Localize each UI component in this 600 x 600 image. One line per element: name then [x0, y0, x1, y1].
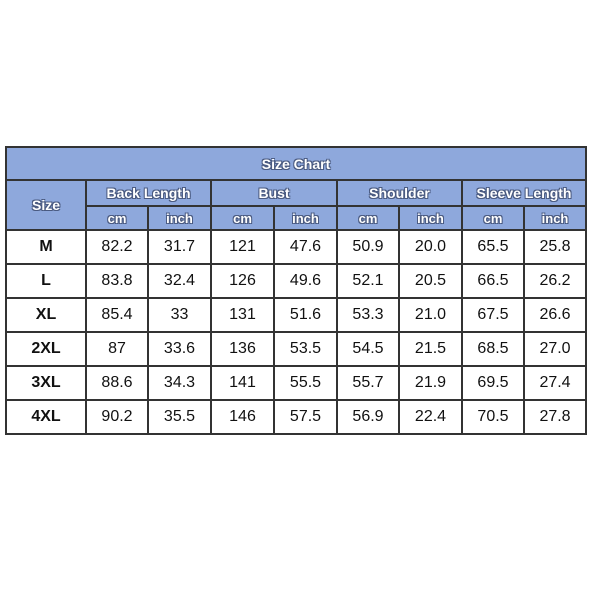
table-row: [6, 230, 586, 264]
measurement-cell: 27.4: [524, 366, 586, 400]
measurement-cell: 33: [148, 298, 211, 332]
group-header-row: [6, 180, 586, 206]
size-label: M: [6, 230, 86, 264]
measurement-cell: 66.5: [462, 264, 524, 298]
measurement-cell: 27.8: [524, 400, 586, 434]
measurement-cell: 35.5: [148, 400, 211, 434]
measurement-cell: 70.5: [462, 400, 524, 434]
measurement-cell: 20.0: [399, 230, 462, 264]
measurement-cell: 65.5: [462, 230, 524, 264]
measurement-cell: 83.8: [86, 264, 148, 298]
unit-header-row: [6, 206, 586, 230]
size-label: 2XL: [6, 332, 86, 366]
measurement-cell: 26.6: [524, 298, 586, 332]
measurement-cell: 146: [211, 400, 274, 434]
measurement-cell: 131: [211, 298, 274, 332]
measurement-cell: 34.3: [148, 366, 211, 400]
table-row: [6, 332, 586, 366]
size-label: XL: [6, 298, 86, 332]
measurement-cell: 53.5: [274, 332, 337, 366]
group-header-sleeve-length: Sleeve Length: [462, 180, 586, 206]
measurement-cell: 90.2: [86, 400, 148, 434]
measurement-cell: 87: [86, 332, 148, 366]
size-label: 4XL: [6, 400, 86, 434]
measurement-cell: 25.8: [524, 230, 586, 264]
table-row: [6, 366, 586, 400]
unit-header: inch: [524, 206, 586, 230]
unit-header: cm: [462, 206, 524, 230]
title-row: [6, 147, 586, 180]
unit-header: cm: [86, 206, 148, 230]
chart-title: Size Chart: [6, 147, 586, 180]
table-row: [6, 400, 586, 434]
measurement-cell: 32.4: [148, 264, 211, 298]
measurement-cell: 68.5: [462, 332, 524, 366]
measurement-cell: 85.4: [86, 298, 148, 332]
measurement-cell: 67.5: [462, 298, 524, 332]
group-header-bust: Bust: [211, 180, 337, 206]
measurement-cell: 55.7: [337, 366, 399, 400]
size-label: L: [6, 264, 86, 298]
measurement-cell: 47.6: [274, 230, 337, 264]
group-header-shoulder: Shoulder: [337, 180, 462, 206]
measurement-cell: 54.5: [337, 332, 399, 366]
size-label: 3XL: [6, 366, 86, 400]
measurement-cell: 33.6: [148, 332, 211, 366]
size-chart-table: [5, 146, 587, 435]
measurement-cell: 69.5: [462, 366, 524, 400]
measurement-cell: 53.3: [337, 298, 399, 332]
size-column-header: Size: [6, 180, 86, 230]
measurement-cell: 55.5: [274, 366, 337, 400]
table-row: [6, 264, 586, 298]
measurement-cell: 56.9: [337, 400, 399, 434]
measurement-cell: 20.5: [399, 264, 462, 298]
measurement-cell: 21.0: [399, 298, 462, 332]
measurement-cell: 136: [211, 332, 274, 366]
measurement-cell: 141: [211, 366, 274, 400]
measurement-cell: 31.7: [148, 230, 211, 264]
unit-header: inch: [399, 206, 462, 230]
measurement-cell: 26.2: [524, 264, 586, 298]
measurement-cell: 52.1: [337, 264, 399, 298]
measurement-cell: 82.2: [86, 230, 148, 264]
group-header-back-length: Back Length: [86, 180, 211, 206]
measurement-cell: 126: [211, 264, 274, 298]
measurement-cell: 121: [211, 230, 274, 264]
measurement-cell: 49.6: [274, 264, 337, 298]
unit-header: cm: [337, 206, 399, 230]
table-row: [6, 298, 586, 332]
measurement-cell: 57.5: [274, 400, 337, 434]
measurement-cell: 50.9: [337, 230, 399, 264]
unit-header: inch: [148, 206, 211, 230]
unit-header: inch: [274, 206, 337, 230]
measurement-cell: 27.0: [524, 332, 586, 366]
measurement-cell: 21.9: [399, 366, 462, 400]
unit-header: cm: [211, 206, 274, 230]
measurement-cell: 88.6: [86, 366, 148, 400]
measurement-cell: 21.5: [399, 332, 462, 366]
measurement-cell: 51.6: [274, 298, 337, 332]
measurement-cell: 22.4: [399, 400, 462, 434]
